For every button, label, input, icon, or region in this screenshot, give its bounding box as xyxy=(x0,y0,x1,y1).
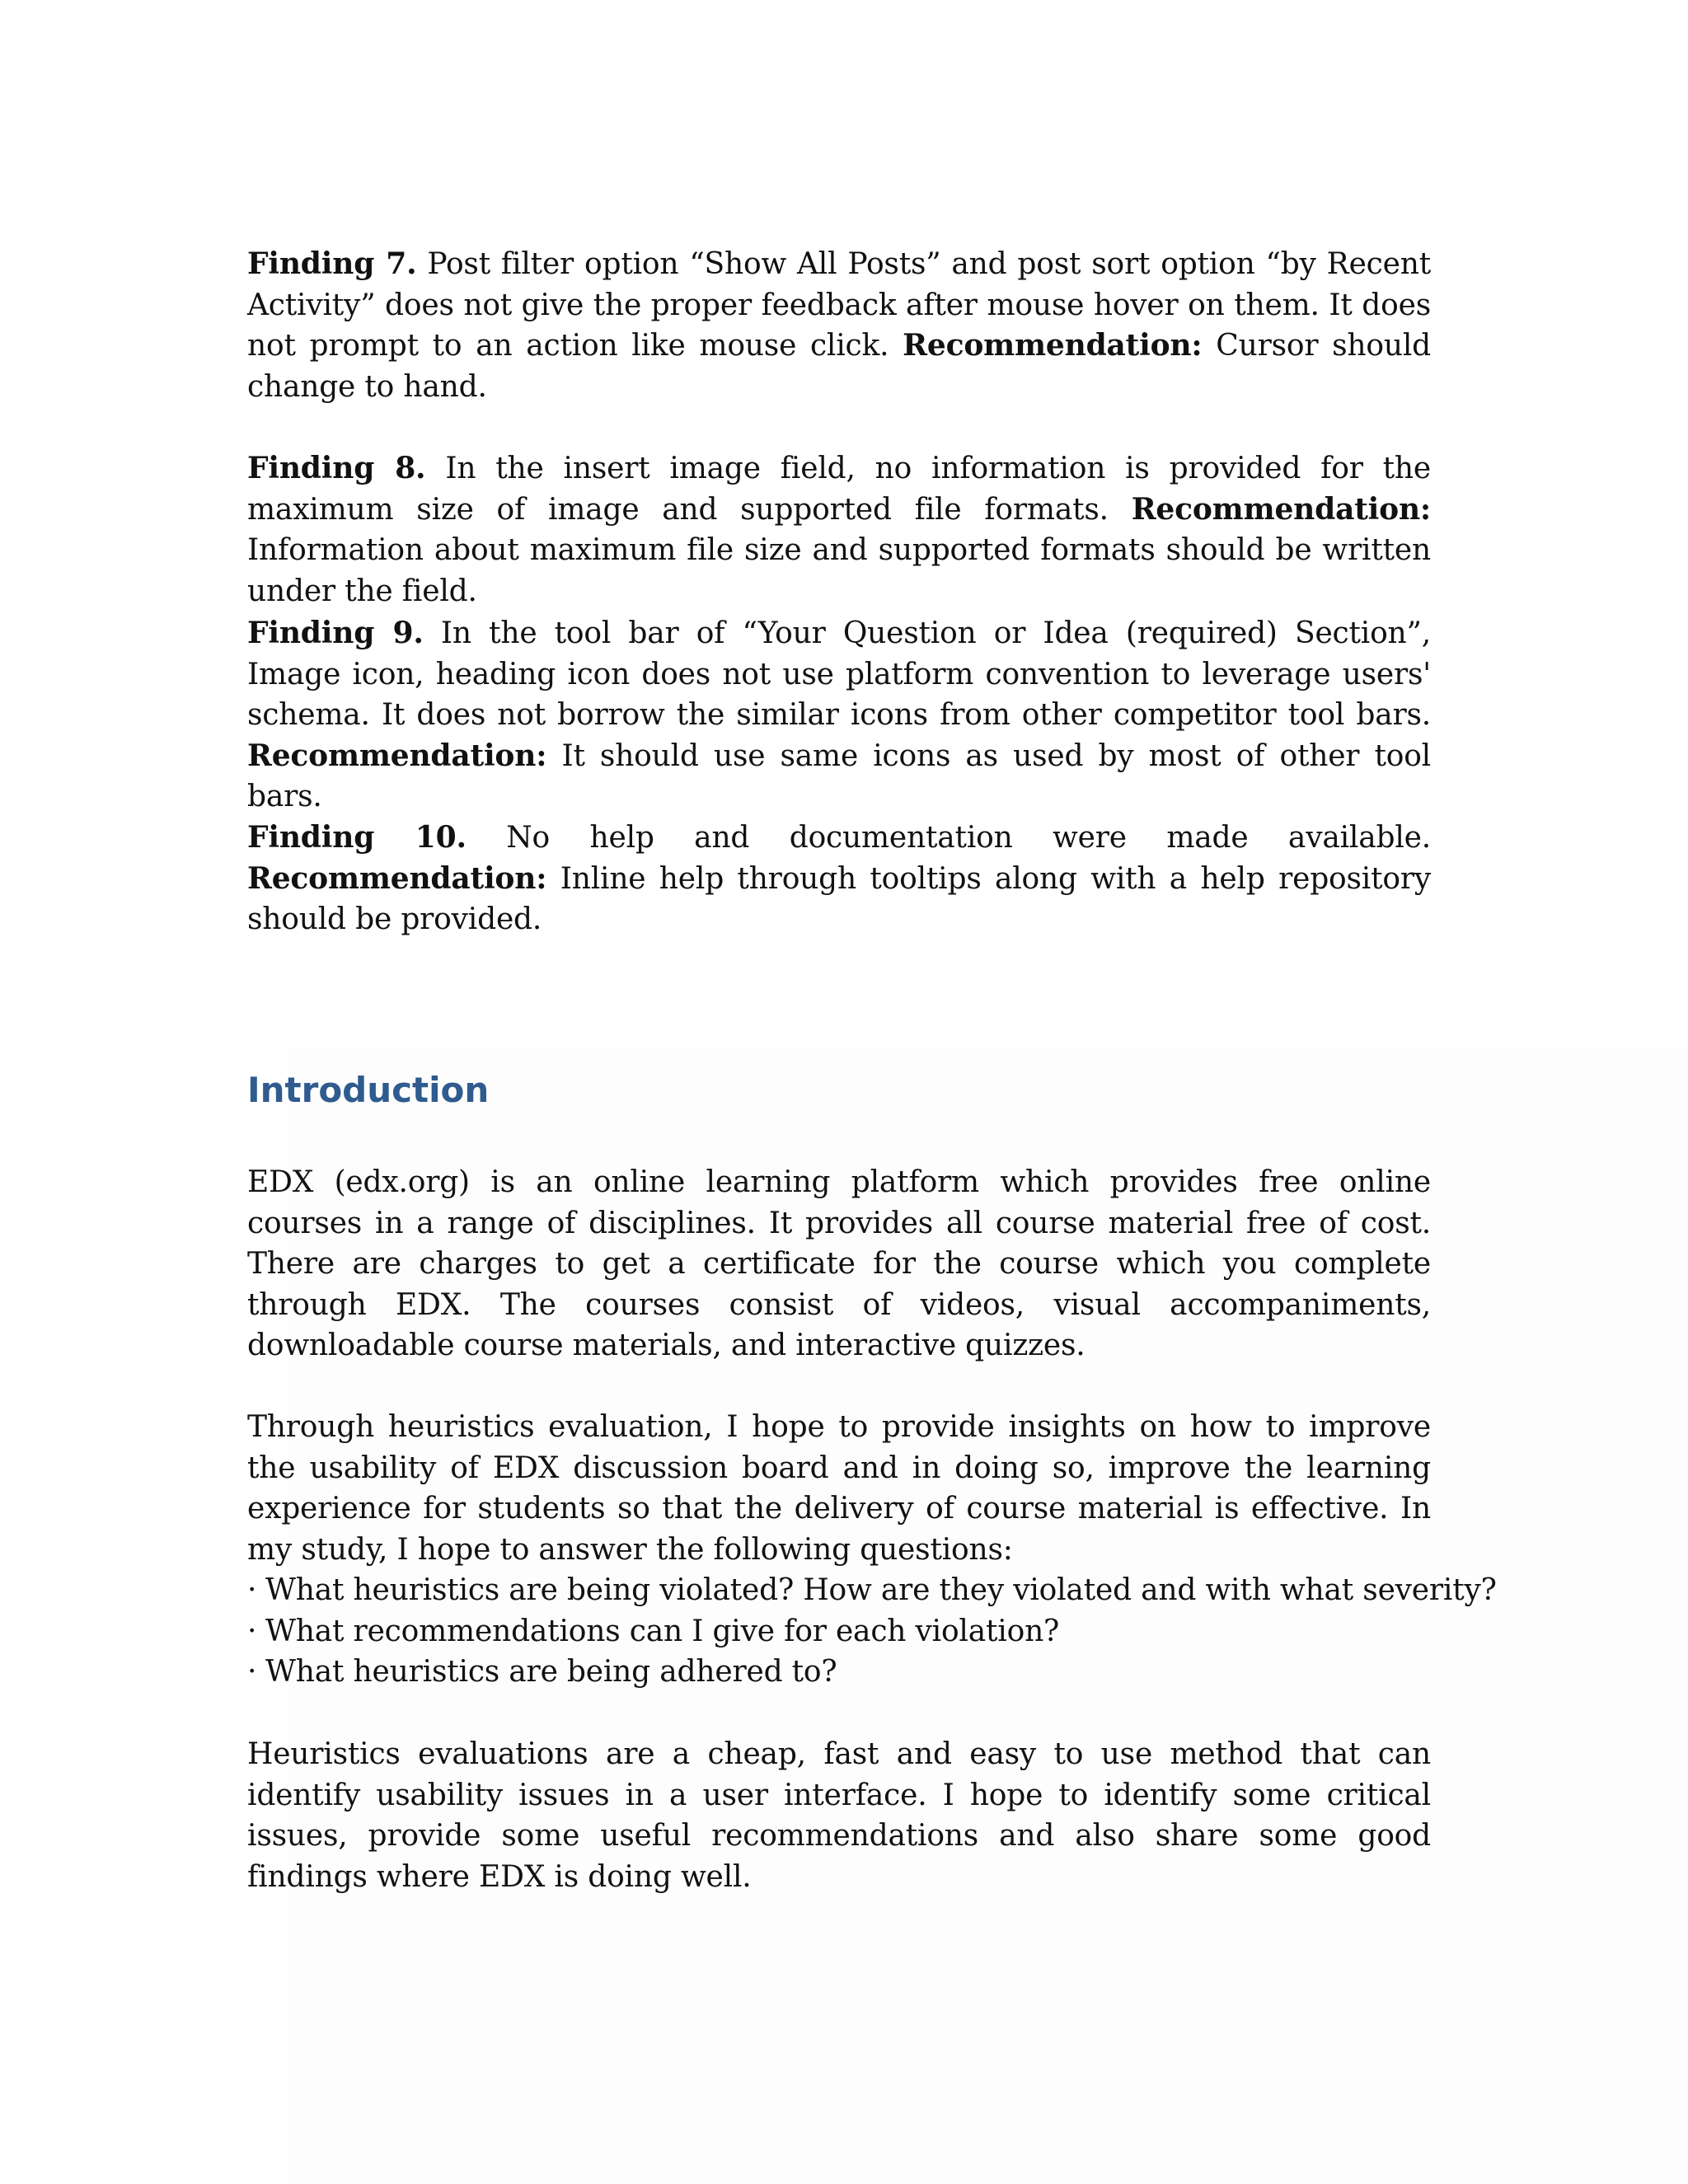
finding-8-label: Finding 8. xyxy=(247,451,426,485)
introduction-paragraph-3: Heuristics evaluations are a cheap, fast and easy to use method that can identify usability issues in a user interface. I hope to identify some critical issues, provide some useful recommendations and also share some good findings where EDX is doing well. xyxy=(247,1737,1431,1894)
question-text: What heuristics are being adhered to? xyxy=(265,1655,837,1689)
questions-list xyxy=(247,1570,1497,1693)
bullet-icon: · xyxy=(247,1573,257,1607)
finding-8-recommendation-text: Information about maximum file size and supported formats should be written under the field. xyxy=(247,533,1431,608)
list-item xyxy=(247,1611,1431,1652)
finding-10-paragraph xyxy=(247,818,1431,940)
question-text: What heuristics are being violated? How are they violated and with what severity? xyxy=(265,1573,1497,1607)
finding-7-recommendation-text: Cursor should change to hand. xyxy=(247,329,1432,404)
finding-8-text: In the insert image field, no information is provided for the maximum size of image and supported file formats. xyxy=(247,452,1432,527)
finding-9-text: In the tool bar of “Your Question or Idea (required) Section”, Image icon, heading icon does not use platform convention to leverage users' schema. It does not borrow the similar icons from other competitor tool bars. xyxy=(247,616,1431,732)
finding-9-recommendation-label: Recommendation: xyxy=(247,738,547,773)
introduction-paragraph-2: Through heuristics evaluation, I hope to provide insights on how to improve the usability of EDX discussion board and in doing so, improve the learning experience for students so that the delivery of course material is effective. In my study, I hope to answer the following questions: xyxy=(247,1410,1431,1567)
finding-7-paragraph xyxy=(247,244,1431,407)
finding-10-recommendation-text: Inline help through tooltips along with a help repository should be provided. xyxy=(247,861,1431,936)
finding-10-label: Finding 10. xyxy=(247,820,467,855)
bullet-icon: · xyxy=(247,1655,257,1689)
finding-9-paragraph xyxy=(247,613,1431,818)
question-text: What recommendations can I give for each violation? xyxy=(265,1614,1060,1648)
introduction-paragraph-1: EDX (edx.org) is an online learning platform which provides free online courses in a range of disciplines. It provides all course material free of cost. There are charges to get a certificate for the course which you complete through EDX. The courses consist of videos, visual accompaniments, downloadable course materials, and interactive quizzes. xyxy=(247,1165,1431,1362)
finding-10-recommendation-label: Recommendation: xyxy=(247,860,547,896)
bullet-icon: · xyxy=(247,1614,257,1648)
finding-9-label: Finding 9. xyxy=(247,616,424,650)
finding-9-recommendation-text: It should use same icons as used by most of other tool bars. xyxy=(247,738,1431,813)
finding-7-text: Post filter option “Show All Posts” and post sort option “by Recent Activity” does not give the proper feedback after mouse hover on them. It does not prompt to an action like mouse click. xyxy=(247,247,1432,363)
list-item xyxy=(247,1570,1497,1611)
introduction-heading: Introduction xyxy=(247,1070,490,1110)
list-item xyxy=(247,1652,1431,1693)
finding-8-recommendation-label: Recommendation: xyxy=(1131,491,1432,527)
finding-7-recommendation-label: Recommendation: xyxy=(903,328,1203,363)
finding-7-label: Finding 7. xyxy=(247,246,417,281)
finding-8-paragraph xyxy=(247,448,1431,612)
finding-10-text: No help and documentation were made available. xyxy=(506,821,1431,855)
